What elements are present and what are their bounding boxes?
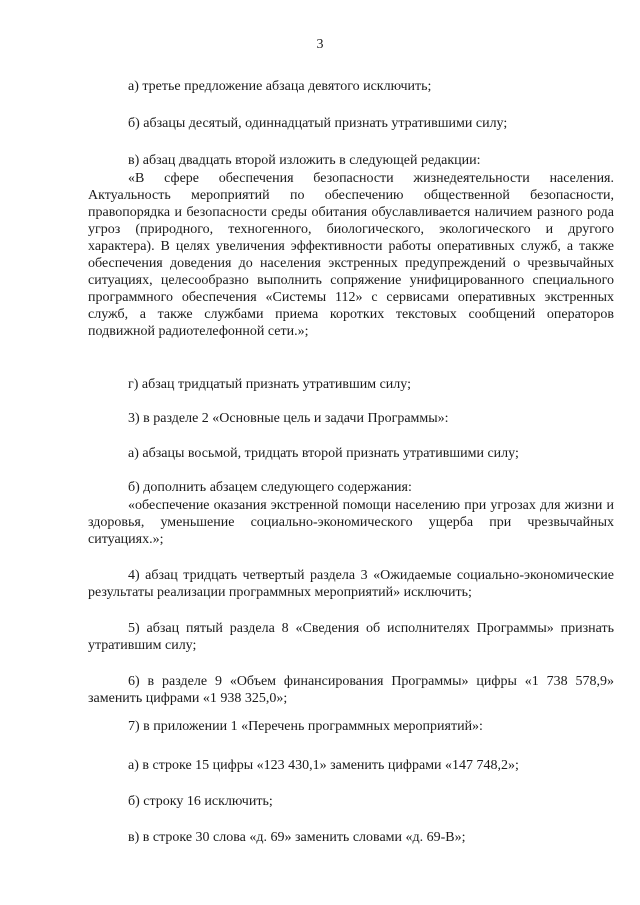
paragraph-3: в) абзац двадцать второй изложить в следующей редакции: (128, 153, 481, 168)
paragraph-1: а) третье предложение абзаца девятого исключить; (128, 79, 432, 94)
paragraph-4-quote: «В сфере обеспечения безопасности жизнедеятельности населения. Актуальность мероприятий по обеспечению общественной безопасности, правопорядка и безопасности среды обитания обуславливается наличием разного рода угроз (природного, техногенного, биологического, экологического и другого характера). В целях увеличения эффективности работы оперативных служб, а также обеспечения доведения до населения экстренных предупреждений о чрезвычайных ситуациях, целесообразно выполнить сопряжение унифицированного специального программного обеспечения «Системы 112» с сервисами оперативных экстренных служб, а также службами приема коротких текстовых сообщений операторов подвижной радиотелефонной сети.»; (88, 171, 614, 339)
paragraph-16: в) в строке 30 слова «д. 69» заменить словами «д. 69-В»; (128, 830, 466, 845)
page-number: 3 (316, 37, 324, 52)
paragraph-11: 5) абзац пятый раздела 8 «Сведения об исполнителях Программы» признать утратившим силу; (88, 621, 614, 653)
paragraph-14: а) в строке 15 цифры «123 430,1» заменить цифрами «147 748,2»; (128, 758, 519, 773)
paragraph-13: 7) в приложении 1 «Перечень программных мероприятий»: (128, 719, 483, 734)
paragraph-7: а) абзацы восьмой, тридцать второй признать утратившими силу; (128, 446, 519, 461)
paragraph-8: б) дополнить абзацем следующего содержания: (128, 480, 412, 495)
paragraph-6: 3) в разделе 2 «Основные цель и задачи Программы»: (128, 411, 449, 426)
paragraph-9-quote: «обеспечение оказания экстренной помощи населению при угрозах для жизни и здоровья, уменьшение социально-экономического ущерба при чрезвычайных ситуациях.»; (88, 498, 614, 547)
paragraph-10: 4) абзац тридцать четвертый раздела 3 «Ожидаемые социально-экономические результаты реализации программных мероприятий» исключить; (88, 568, 614, 600)
paragraph-2: б) абзацы десятый, одиннадцатый признать утратившими силу; (128, 116, 508, 131)
paragraph-12: 6) в разделе 9 «Объем финансирования Программы» цифры «1 738 578,9» заменить цифрами «1 938 325,0»; (88, 674, 614, 706)
paragraph-15: б) строку 16 исключить; (128, 794, 273, 809)
paragraph-5: г) абзац тридцатый признать утратившим силу; (128, 377, 411, 392)
